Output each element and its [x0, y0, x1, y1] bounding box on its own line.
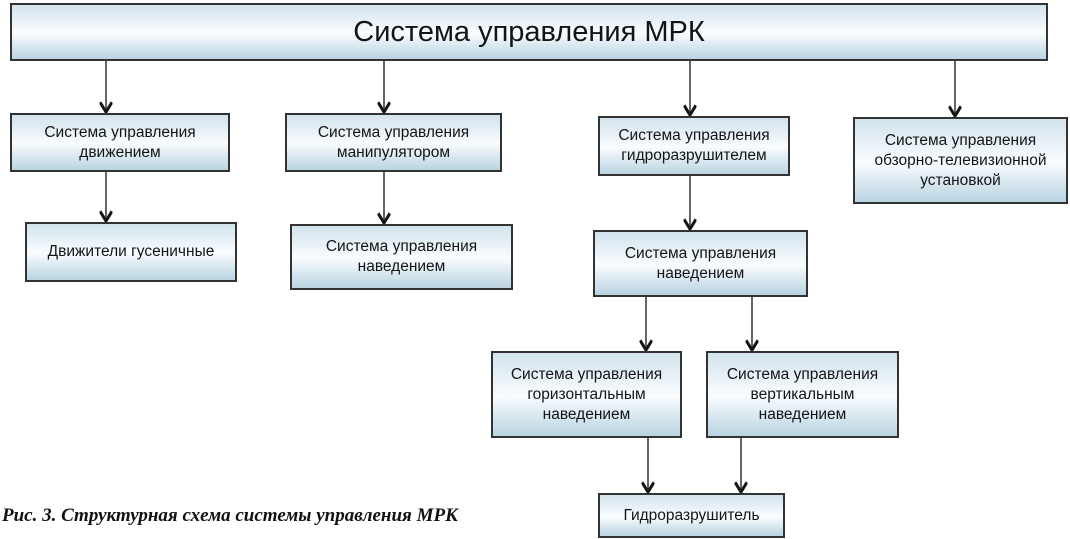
node-hydro-breaker-control: Система управления гидроразрушителем — [598, 116, 790, 176]
node-horizontal-guidance: Система управления горизонтальным наведением — [491, 351, 682, 438]
node-vertical-guidance: Система управления вертикальным наведением — [706, 351, 899, 438]
node-movement-control: Система управления движением — [10, 113, 230, 172]
node-manipulator-guidance: Система управления наведением — [290, 224, 513, 290]
figure-caption: Рис. 3. Структурная схема системы управления МРК — [2, 505, 458, 526]
node-manipulator-control: Система управления манипулятором — [285, 113, 502, 172]
node-hydro-breaker: Гидроразрушитель — [598, 493, 785, 538]
node-root: Система управления МРК — [10, 3, 1048, 61]
node-track-drives: Движители гусеничные — [25, 222, 237, 282]
node-hydro-guidance: Система управления наведением — [593, 230, 808, 297]
node-tv-unit-control: Система управления обзорно-телевизионной установкой — [853, 117, 1068, 204]
